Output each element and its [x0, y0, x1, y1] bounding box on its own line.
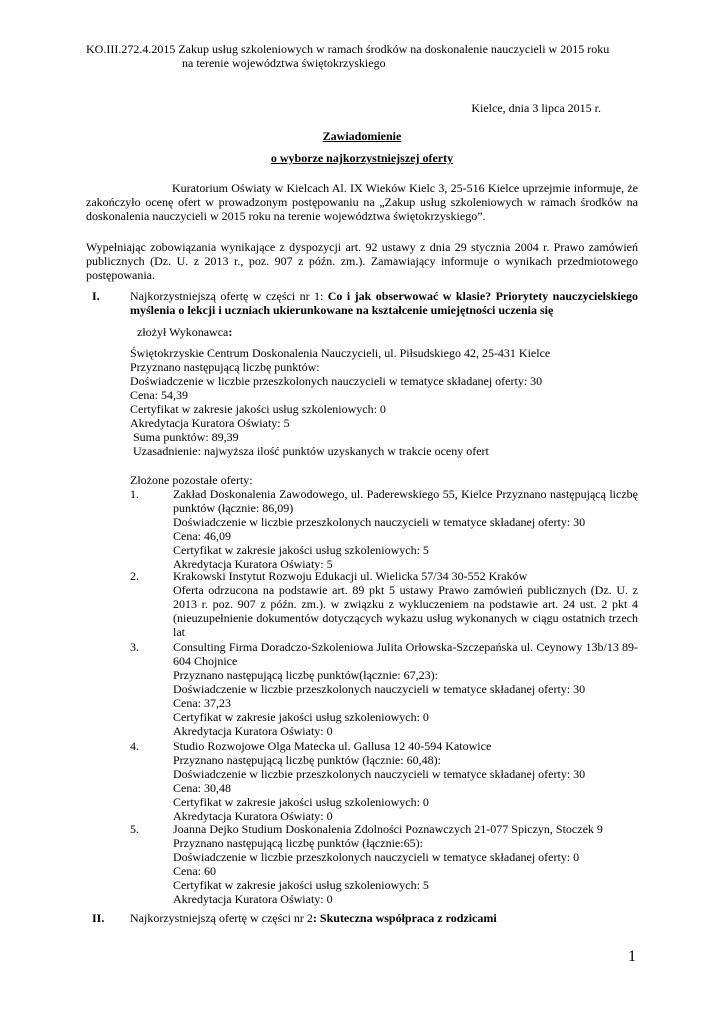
header-line-1: KO.III.272.4.2015 Zakup usług szkoleniowych w ramach środków na doskonalenie nauczycieli w 2015 roku [86, 42, 610, 56]
offer-line: Akredytacja Kuratora Oświaty: 0 [173, 892, 333, 906]
section-2-heading [130, 911, 638, 925]
winner-line: Suma punktów: 89,39 [130, 430, 239, 444]
winner-line: Certyfikat w zakresie jakości usług szkoleniowych: 0 [130, 402, 386, 416]
offer-line: Przyznano następującą liczbę punktów (łącznie: 60,48): [173, 753, 441, 767]
section-2-topic: : Skuteczna współpraca z rodzicami [312, 911, 497, 925]
offer-line: Cena: 30,48 [173, 781, 231, 795]
offer-item [130, 822, 638, 906]
offer-number: 1. [130, 487, 139, 501]
offer-line: Zakład Doskonalenia Zawodowego, ul. Paderewskiego 55, Kielce Przyznano następującą liczbę punktów (łącznie: 86,09) [173, 487, 638, 515]
winner-block [130, 346, 638, 458]
offer-line: Certyfikat w zakresie jakości usług szkoleniowych: 5 [173, 543, 429, 557]
page-number: 1 [628, 948, 636, 965]
winner-line: Świętokrzyskie Centrum Doskonalenia Nauczycieli, ul. Piłsudskiego 42, 25-431 Kielce [130, 346, 551, 360]
section-1 [86, 289, 638, 317]
document-subtitle: o wyborze najkorzystniejszej oferty [270, 151, 454, 165]
section-2 [86, 911, 638, 925]
document-header [86, 42, 646, 70]
offer-line: Joanna Dejko Studium Doskonalenia Zdolności Poznawczych 21-077 Spiczyn, Stoczek 9 [173, 822, 603, 836]
document-date: Kielce, dnia 3 lipca 2015 r. [471, 101, 601, 115]
offer-line: Oferta odrzucona na podstawie art. 89 pkt 5 ustawy Prawo zamówień publicznych (Dz. U. z 2013 r. poz. 907 z późn. zm.). w związku z wykluczeniem na podstawie art. 24 ust. 2 pkt 4 (nieuzupełnienie dokumentów dotyczących wykazu usług wykonanych w ciągu ostatnich trzech lat [173, 583, 638, 639]
offer-line: Certyfikat w zakresie jakości usług szkoleniowych: 5 [173, 878, 429, 892]
offer-line: Cena: 46,09 [173, 529, 231, 543]
winner-line: Uzasadnienie: najwyższa ilość punktów uzyskanych w trakcie oceny ofert [130, 444, 489, 458]
offer-line: Krakowski Instytut Rozwoju Edukacji ul. Wielicka 57/34 30-552 Kraków [173, 569, 528, 583]
offer-line: Studio Rozwojowe Olga Matecka ul. Gallusa 12 40-594 Katowice [173, 739, 492, 753]
offer-number: 4. [130, 739, 139, 753]
winner-line: Cena: 54,39 [130, 388, 188, 402]
offer-line: Consulting Firma Doradczo-Szkoleniowa Julita Orłowska-Szczepańska ul. Ceynowy 13b/13 89-604 Chojnice [173, 640, 638, 668]
offer-line: Doświadczenie w liczbie przeszkolonych nauczycieli w tematyce składanej oferty: 30 [173, 767, 586, 781]
offer-line: Cena: 60 [173, 864, 216, 878]
intro-paragraph: Kuratorium Oświaty w Kielcach Al. IX Wieków Kielc 3, 25-516 Kielce uprzejmie informuje, że zakończyło ocenę ofert w prowadzonym postępowaniu na „Zakup usług szkoleniowych w ramach środków na doskonalenia nauczycieli w 2015 roku na terenie województwa świętokrzyskiego”. [86, 181, 638, 223]
offer-line: Doświadczenie w liczbie przeszkolonych nauczycieli w tematyce składanej oferty: 30 [173, 682, 586, 696]
offer-line: Certyfikat w zakresie jakości usług szkoleniowych: 0 [173, 710, 429, 724]
submitted-by-label: złożył Wykonawca [137, 325, 229, 339]
section-2-lead: Najkorzystniejszą ofertę w części nr 2 [130, 911, 313, 925]
offer-number: 5. [130, 822, 139, 836]
offer-line: Akredytacja Kuratora Oświaty: 5 [173, 557, 333, 571]
offer-item [130, 640, 638, 738]
offer-line: Cena: 37,23 [173, 696, 231, 710]
other-offers-heading: Złożone pozostałe oferty: [130, 473, 253, 487]
winner-line: Doświadczenie w liczbie przeszkolonych nauczycieli w tematyce składanej oferty: 30 [130, 374, 543, 388]
section-1-topic: Co i jak obserwować w klasie? Priorytety nauczycielskiego myślenia o lekcji i uczniach ukierunkowane na kształcenie umiejętności uczenia się [130, 289, 638, 317]
offer-line: Akredytacja Kuratora Oświaty: 0 [173, 724, 333, 738]
section-1-heading [130, 289, 638, 317]
offer-number: 3. [130, 640, 139, 654]
document-title: Zawiadomienie [322, 129, 402, 143]
offer-line: Doświadczenie w liczbie przeszkolonych nauczycieli w tematyce składanej oferty: 0 [173, 850, 580, 864]
legal-paragraph: Wypełniając zobowiązania wynikające z dyspozycji art. 92 ustawy z dnia 29 stycznia 2004 r. Prawo zamówień publicznych (Dz. U. z 2013 r., poz. 907 z późn. zm.). Zamawiający informuje o wynikach przedmiotowego postępowania. [86, 240, 638, 282]
offer-number: 2. [130, 569, 139, 583]
offer-item [130, 569, 638, 639]
offer-item [130, 739, 638, 823]
offer-line: Przyznano następującą liczbę punktów(łącznie: 67,23): [173, 668, 438, 682]
section-1-lead: Najkorzystniejszą ofertę w części nr 1: [130, 289, 328, 303]
winner-line: Przyznano następującą liczbę punktów: [130, 360, 320, 374]
section-2-number: II. [92, 911, 105, 925]
offer-item [130, 487, 638, 571]
section-1-number: I. [92, 289, 100, 303]
header-line-2: na terenie województwa świętokrzyskiego [182, 56, 386, 70]
offer-line: Certyfikat w zakresie jakości usług szkoleniowych: 0 [173, 795, 429, 809]
submitted-by-colon: : [228, 325, 233, 339]
offer-line: Akredytacja Kuratora Oświaty: 0 [173, 809, 333, 823]
submitted-by [137, 325, 232, 339]
offer-line: Doświadczenie w liczbie przeszkolonych nauczycieli w tematyce składanej oferty: 30 [173, 515, 586, 529]
winner-line: Akredytacja Kuratora Oświaty: 5 [130, 416, 290, 430]
offer-line: Przyznano następującą liczbę punktów (łącznie:65): [173, 836, 423, 850]
